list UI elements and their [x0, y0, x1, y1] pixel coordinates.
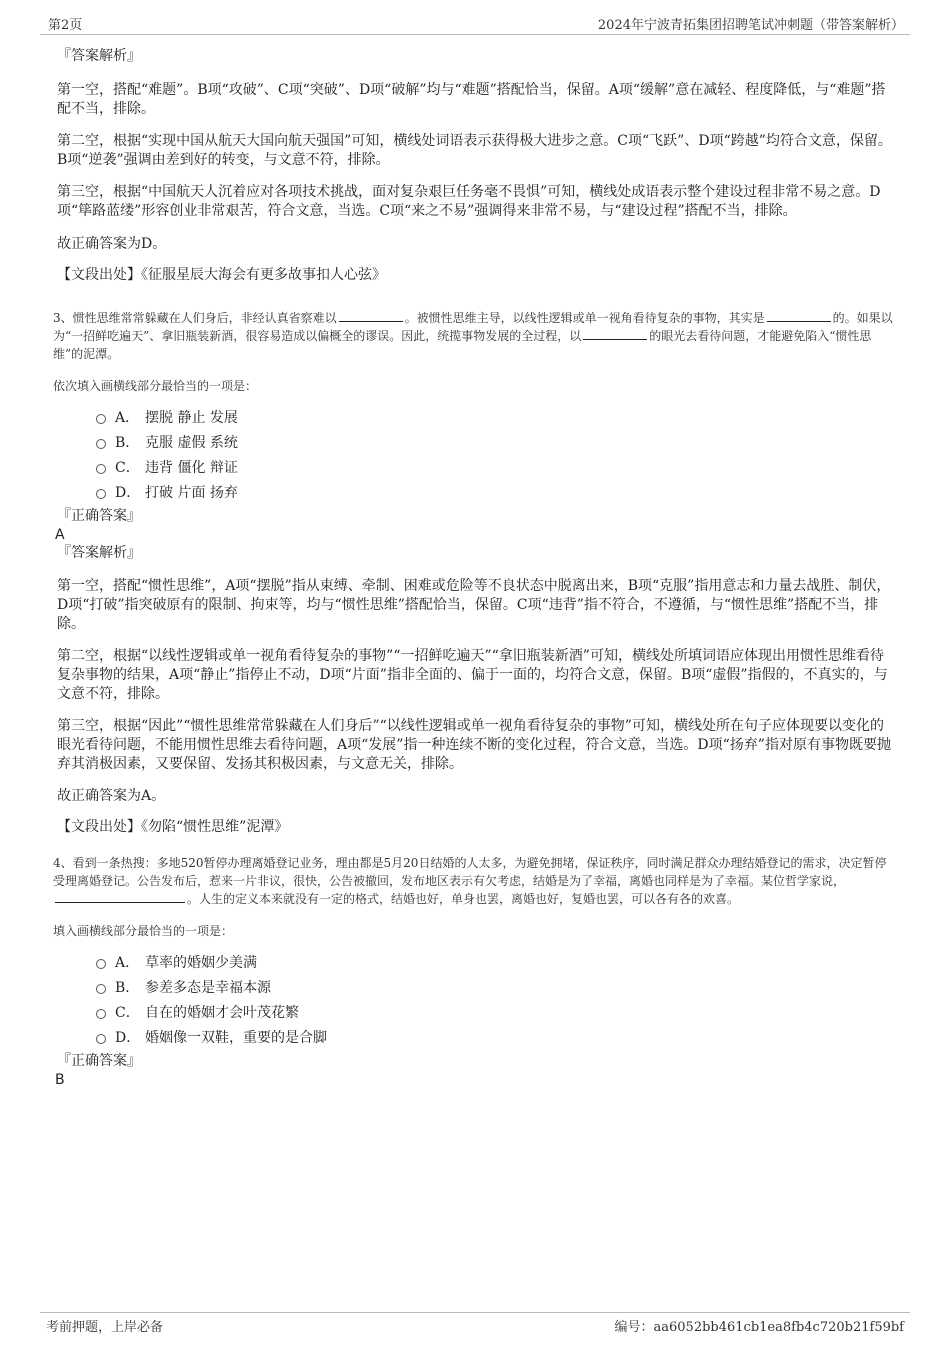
page-number: 第2页 — [48, 18, 83, 33]
radio-button[interactable] — [96, 984, 106, 994]
page-content — [53, 46, 897, 1089]
q3-prompt: 依次填入画横线部分最恰当的一项是： — [53, 379, 258, 393]
q3-conclusion: 故正确答案为A。 — [57, 788, 166, 804]
q4-answer: B — [55, 1072, 65, 1088]
q4-option-c[interactable]: C． 自在的婚姻才会叶茂花繁 — [57, 1002, 897, 1027]
document-title: 2024年宁波青拓集团招聘笔试冲刺题（带答案解析） — [597, 18, 904, 33]
q3-text-a: 3、惯性思维常常躲藏在人们身后，非经认真省察难以 — [53, 311, 337, 325]
q3-option-c[interactable]: C． 违背 僵化 辩证 — [57, 457, 897, 482]
q2-conclusion: 故正确答案为D。 — [57, 236, 167, 252]
q2-analysis-p2: 第二空，根据“实现中国从航天大国向航天强国”可知，横线处词语表示获得极大进步之意。C项“飞跃”、D项“跨越”均符合文意，保留。B项“逆袭”强调由差到好的转变，与文意不符，排除。 — [57, 133, 892, 168]
q3-text-c: 的。如果以为“一招鲜吃遍天”、拿旧瓶装新酒，很容易造成以偏概全的谬误。因此，统揽事物发展的全过程，以 — [53, 311, 893, 343]
q3-options — [57, 407, 897, 507]
q4-text-a: 4、看到一条热搜：多地520暂停办理离婚登记业务，理由都是5月20日结婚的人太多，为避免拥堵，保证秩序，同时满足群众办理结婚登记的需求，决定暂停受理离婚登记。公告发布后，惹来一片非议，很快，公告被撤回，发布地区表示有欠考虑，结婚是为了幸福，离婚也同样是为了幸福。某位哲学家说， — [53, 856, 887, 888]
q4-options — [57, 952, 897, 1052]
footer-serial: 编号：aa6052bb461cb1ea8fb4c720b21f59bf — [614, 1320, 904, 1335]
radio-button[interactable] — [96, 1009, 106, 1019]
q3-question — [53, 309, 897, 363]
q4-option-a[interactable]: A． 草率的婚姻少美满 — [57, 952, 897, 977]
radio-button[interactable] — [96, 414, 106, 424]
q3-analysis-label: 『答案解析』 — [57, 545, 141, 561]
q3-option-d[interactable]: D． 打破 片面 扬弃 — [57, 482, 897, 507]
q4-prompt: 填入画横线部分最恰当的一项是： — [53, 924, 234, 938]
q3-option-a[interactable]: A． 摆脱 静止 发展 — [57, 407, 897, 432]
q3-text-d: 的眼光去看待问题，才能避免陷入“惯性思维”的泥潭。 — [53, 329, 872, 361]
page-header — [40, 12, 910, 35]
q3-answer-label: 『正确答案』 — [57, 508, 141, 524]
q3-text-b: 。被惯性思维主导，以线性逻辑或单一视角看待复杂的事物，其实是 — [404, 311, 765, 325]
q3-option-b[interactable]: B． 克服 虚假 系统 — [57, 432, 897, 457]
radio-button[interactable] — [96, 489, 106, 499]
q3-blank-3 — [583, 327, 647, 340]
q4-answer-label: 『正确答案』 — [57, 1053, 141, 1069]
q3-analysis-p3: 第三空，根据“因此”“惯性思维常常躲藏在人们身后”“以线性逻辑或单一视角看待复杂的事物”可知，横线处所在句子应体现要以变化的眼光看待问题，不能用惯性思维去看待问题，A项“发展”指一种连续不断的变化过程，符合文意，当选。D项“扬弃”指对原有事物既要抛弃其消极因素，又要保留、发扬其积极因素，与文意无关，排除。 — [57, 718, 891, 772]
q4-option-b[interactable]: B． 参差多态是幸福本源 — [57, 977, 897, 1002]
q3-analysis-p1: 第一空，搭配“惯性思维”，A项“摆脱”指从束缚、牵制、困难或危险等不良状态中脱离出来，B项“克服”指用意志和力量去战胜、制伏，D项“打破”指突破原有的限制、拘束等，均与“惯性思维”搭配恰当，保留。C项“违背”指不符合，不遵循，与“惯性思维”搭配不当，排除。 — [57, 578, 891, 632]
q2-analysis-p1: 第一空，搭配“难题”。B项“攻破”、C项“突破”、D项“破解”均与“难题”搭配恰当，保留。A项“缓解”意在减轻、程度降低，与“难题”搭配不当，排除。 — [57, 82, 886, 117]
footer-slogan: 考前押题，上岸必备 — [46, 1320, 164, 1335]
radio-button[interactable] — [96, 959, 106, 969]
q4-option-d[interactable]: D． 婚姻像一双鞋，重要的是合脚 — [57, 1027, 897, 1052]
q4-text-b: 。人生的定义本来就没有一定的格式，结婚也好，单身也罢，离婚也好，复婚也罢，可以各有各的欢喜。 — [187, 892, 740, 906]
q3-answer: A — [55, 527, 65, 543]
q3-blank-1 — [339, 309, 403, 322]
page-footer — [40, 1312, 910, 1339]
radio-button[interactable] — [96, 464, 106, 474]
radio-button[interactable] — [96, 1034, 106, 1044]
radio-button[interactable] — [96, 439, 106, 449]
q3-source: 【文段出处】《勿陷“惯性思维”泥潭》 — [57, 819, 289, 835]
q2-analysis-label: 『答案解析』 — [57, 48, 141, 64]
q3-analysis-p2: 第二空，根据“以线性逻辑或单一视角看待复杂的事物”“一招鲜吃遍天”“拿旧瓶装新酒”可知，横线处所填词语应体现出用惯性思维看待复杂事物的结果，A项“静止”指停止不动，D项“片面”指非全面的、偏于一面的，均符合文意，保留。B项“虚假”指假的，不真实的，与文意不符，排除。 — [57, 648, 888, 702]
q2-source: 【文段出处】《征服星辰大海会有更多故事扣人心弦》 — [57, 267, 386, 283]
q3-blank-2 — [767, 309, 831, 322]
q4-question — [53, 854, 897, 908]
q2-analysis-p3: 第三空，根据“中国航天人沉着应对各项技术挑战，面对复杂艰巨任务毫不畏惧”可知，横线处成语表示整个建设过程非常不易之意。D项“筚路蓝缕”形容创业非常艰苦，符合文意，当选。C项“来之不易”强调得来非常不易，与“建设过程”搭配不当，排除。 — [57, 184, 881, 219]
q4-blank — [55, 890, 185, 903]
